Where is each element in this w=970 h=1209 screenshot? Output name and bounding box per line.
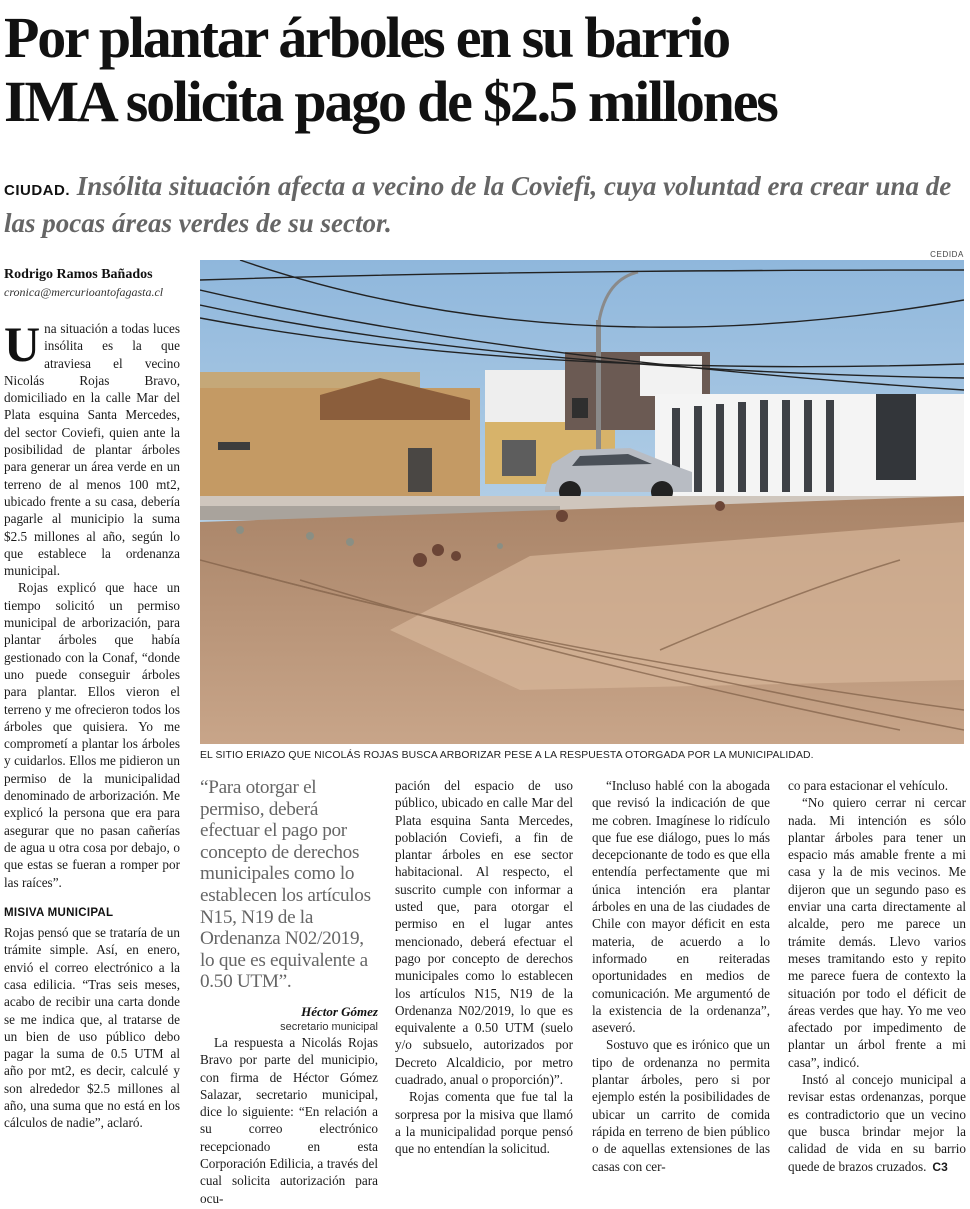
article-paragraph-text: Instó al concejo municipal a revisar estas ordenanzas, porque es contradictorio que un vecino que busca brindar mejor la calidad de vida en su barrio quede de brazos cruzados.	[788, 1072, 966, 1174]
article-column-2	[200, 1034, 378, 1207]
article-paragraph: co para estacionar el vehículo.	[788, 778, 949, 793]
street-photo	[200, 260, 964, 744]
drop-cap: U	[4, 316, 41, 372]
article-paragraph: Sostuvo que es irónico que un tipo de ordenanza no permita plantar árboles, pero si por ejemplo estén la posibilidades de ubicar un carrito de comida rápida en terreno de bien público o de aquellas extensiones de las casas con cer-	[592, 1037, 770, 1174]
article-column-5	[788, 777, 966, 1176]
article-paragraph: “Incluso hablé con la abogada que revisó la indicación de que me cobren. Imagínese lo ridículo que fue ese diálogo, pues lo más decepcionante de todo es que ella entendía perfectamente que mi única intención era plantar árboles en una de las ciudades de Chile con mayor déficit en esta materia, de acuerdo a lo informado en reiteradas oportunidades en medios de comunicación. Me argumentó de la existencia de la ordenanza”, aseveró.	[592, 778, 770, 1036]
article-paragraph: Rojas comenta que fue tal la sorpresa por la misiva que llamó a la municipalidad porque pensó que no entendían la solicitud.	[395, 1089, 573, 1157]
headline-line-2: IMA solicita pago de $2.5 millones	[4, 69, 777, 134]
pull-quote-role: secretario municipal	[280, 1020, 378, 1033]
article-paragraph: La respuesta a Nicolás Rojas Bravo por parte del municipio, con firma de Héctor Gómez Salazar, secretario municipal, dice lo siguiente: “En relación a su correo electrónico recepcionado en esta Corporación Edilicia, a través del cual solicita autorización para ocu-	[200, 1035, 378, 1206]
byline	[4, 266, 194, 300]
article-paragraph: Rojas explicó que hace un tiempo solicitó un permiso municipal de arborización, para plantar árboles que había gestionado con la Conaf, “donde uno puede conseguir árboles para plantar. Ellos vieron el terreno y me ofrecieron todos los árboles que quisiera. Yo me comprometí a plantar los árboles y cuidarlos. Ellos me pidieron un permiso de la municipalidad denominado de arborización. Me explicó la persona que era para asegurar que no pasan cañerías de agua u otra cosa por debajo, o que estas se fueran a romper por las raíces”.	[4, 580, 180, 890]
article-column-3	[395, 777, 573, 1158]
headline	[4, 6, 966, 134]
section-subhead: MISIVA MUNICIPAL	[4, 906, 114, 919]
end-mark-icon: C3	[932, 1159, 948, 1174]
headline-line-1: Por plantar árboles en su barrio	[4, 5, 729, 70]
article-column-4	[592, 777, 770, 1175]
article-paragraph: Rojas pensó que se trataría de un trámite simple. Así, en enero, envió el correo electrónico a la casa edilicia. “Tras seis meses, acabo de recibir una carta donde se me indica que, al tratarse de un bien de uso público debo pagar la suma de 0.5 UTM al año por mt2, es decir, calculé y son alrededor $2.5 millones al año, una suma que no está en los cálculos de nadie”, aclaró.	[4, 925, 180, 1131]
article-paragraph: na situación a todas luces insólita es la que atraviesa el vecino Nicolás Rojas Bravo, domiciliado en la calle Mar del Plata esquina Santa Mercedes, del sector Coviefi, quien ante la posibilidad de plantar árboles para generar un área verde en un terreno de al menos 100 mt2, ubicado frente a su casa, debería pagarle al municipio la suma $2.5 millones al año, según lo que establece la ordenanza municipal.	[4, 321, 180, 579]
deck-text: Insólita situación afecta a vecino de la Coviefi, cuya voluntad era crear una de las pocas áreas verdes de su sector.	[4, 171, 952, 238]
photo-credit: CEDIDA	[930, 250, 964, 259]
section-label: CIUDAD.	[4, 182, 70, 199]
photo-caption: EL SITIO ERIAZO QUE NICOLÁS ROJAS BUSCA ARBORIZAR PESE A LA RESPUESTA OTORGADA POR LA MUNICIPALIDAD.	[200, 750, 814, 761]
deck	[4, 170, 959, 239]
article-paragraph	[788, 1071, 966, 1176]
article-column-1	[4, 316, 180, 1132]
author-email: cronica@mercurioantofagasta.cl	[4, 285, 164, 299]
author-name: Rodrigo Ramos Bañados	[4, 267, 153, 282]
article-paragraph: pación del espacio de uso público, ubicado en calle Mar del Plata esquina Santa Mercedes, población Coviefi, a fin de plantar árboles en ese sector habitacional. Al respecto, el suscrito cumple con informar a usted que, para otorgar el permiso en el lugar antes mencionado, deberá efectuar el pago por concepto de derechos municipales como lo establecen los artículos N15, N19 de la Ordenanza N02/2019, lo que es equivalente a 0.50 UTM (suelo y/o subsuelo, autorizados por Decreto Alcaldicio, por metro cuadrado, anual o proporción)”.	[395, 778, 573, 1088]
pull-quote-text: “Para otorgar el permiso, deberá efectuar el pago por concepto de derechos municipales como lo establecen los artículos N15, N19 de la Ordenanza N02/2019, lo que es equivalente a 0.50 UTM”.	[200, 777, 371, 993]
pull-quote-name: Héctor Gómez	[301, 1003, 378, 1019]
article-paragraph: “No quiero cerrar ni cercar nada. Mi intención es sólo plantar árboles para tener un espacio más amable frente a mi casa y la de mis vecinos. Me dijeron que un segundo paso es enviar una carta directamente al alcalde, pero me parece un trámite demás. Llevo varios meses tramitando esto y repito me parece fuera de contexto la situación por todo el déficit de áreas verdes que hay. Yo me veo afectado por impedimento de plantar un árbol frente a mi casa”, indicó.	[788, 795, 966, 1070]
pull-quote	[200, 777, 378, 1035]
